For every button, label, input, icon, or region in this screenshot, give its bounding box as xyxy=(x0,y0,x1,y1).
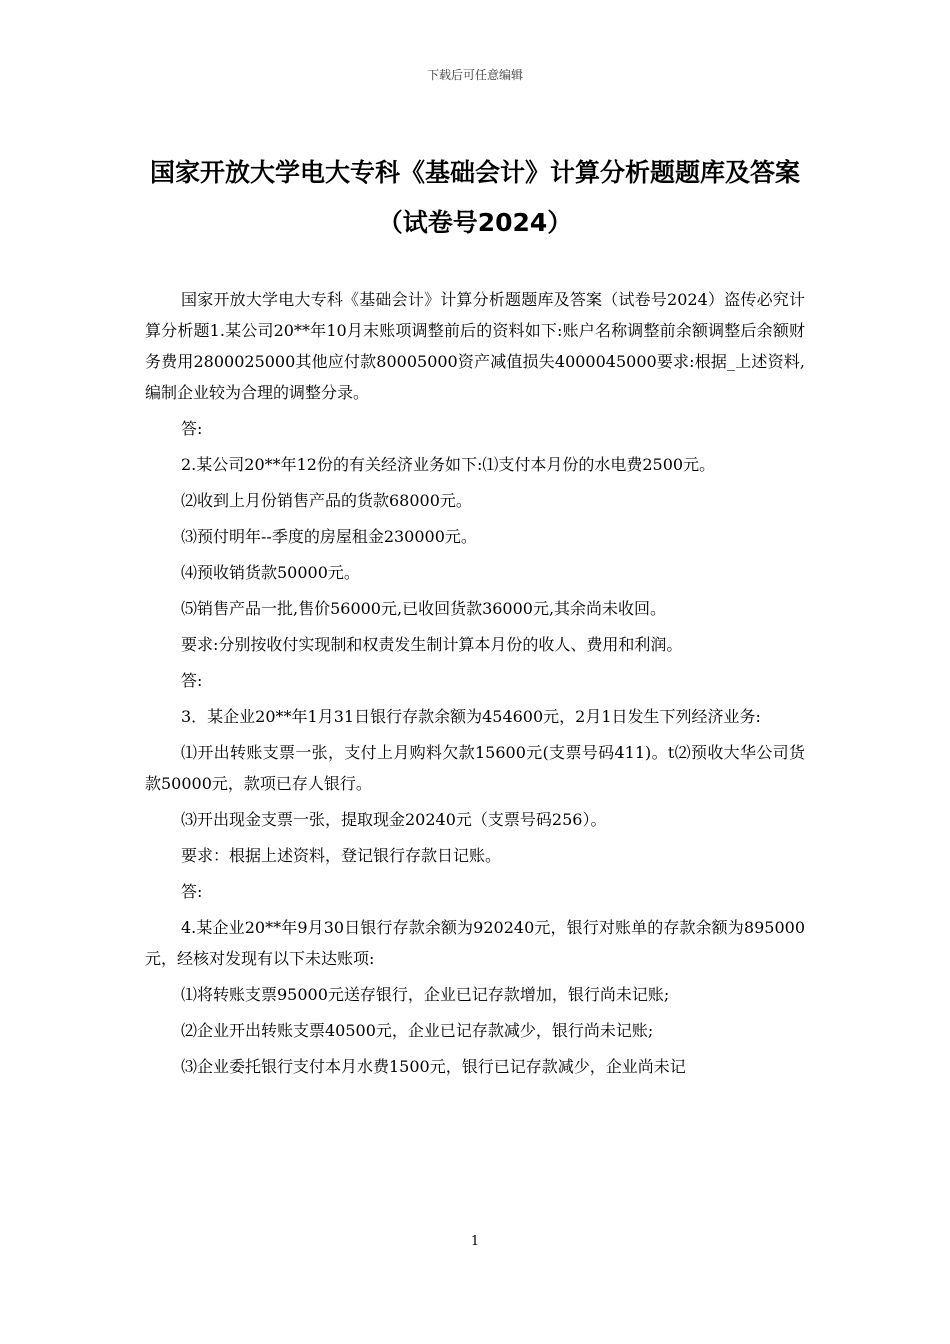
paragraph: 4.某企业20**年9月30日银行存款余额为920240元，银行对账单的存款余额为895000元，经核对发现有以下未达账项: xyxy=(145,918,805,968)
paragraph: ⑵企业开出转账支票40500元，企业已记存款减少，银行尚未记账; xyxy=(181,1021,654,1040)
paragraph: 2.某公司20**年12份的有关经济业务如下:⑴支付本月份的水电费2500元。 xyxy=(181,455,716,474)
paragraph: ⑸销售产品一批,售价56000元,已收回货款36000元,其余尚未收回。 xyxy=(181,599,667,618)
paragraph: 要求：根据上述资料，登记银行存款日记账。 xyxy=(181,846,502,865)
paragraph: ⑶企业委托银行支付本月水费1500元，银行已记存款减少，企业尚未记 xyxy=(181,1057,686,1076)
paragraph: 国家开放大学电大专科《基础会计》计算分析题题库及答案（试卷号2024）盗传必究计算分析题1.某公司20**年10月末账项调整前后的资料如下:账户名称调整前余额调整后余额财务费用2800025000其他应付款80005000资产减值损失4000045000要求:根据_上述资料,编制企业较为合理的调整分录。 xyxy=(145,290,805,402)
paragraph: ⑵收到上月份销售产品的货款68000元。 xyxy=(181,491,472,510)
paragraph: ⑴开出转账支票一张，支付上月购料欠款15600元(支票号码411)。t⑵预收大华公司货款50000元，款项已存人银行。 xyxy=(145,743,805,793)
paragraph: 答: xyxy=(181,882,203,901)
paragraph: 答: xyxy=(181,419,203,438)
paragraph: ⑶开出现金支票一张，提取现金20240元（支票号码256）。 xyxy=(181,810,607,829)
page-number: 1 xyxy=(470,1234,480,1249)
paragraph: ⑴将转账支票95000元送存银行，企业已记存款增加，银行尚未记账; xyxy=(181,985,670,1004)
paragraph: 3．某企业20**年1月31日银行存款余额为454600元，2月1日发生下列经济业务: xyxy=(181,707,761,726)
paragraph: 答: xyxy=(181,671,203,690)
paragraph: 要求:分别按收付实现制和权责发生制计算本月份的收人、费用和利润。 xyxy=(181,635,683,654)
document-title: 国家开放大学电大专科《基础会计》计算分析题题库及答案（试卷号2024） xyxy=(150,158,801,237)
document-body xyxy=(145,284,805,1087)
paragraph: ⑷预收销货款50000元。 xyxy=(181,563,360,582)
paragraph: ⑶预付明年--季度的房屋租金230000元。 xyxy=(181,527,477,546)
header-note: 下载后可任意编辑 xyxy=(426,68,523,82)
